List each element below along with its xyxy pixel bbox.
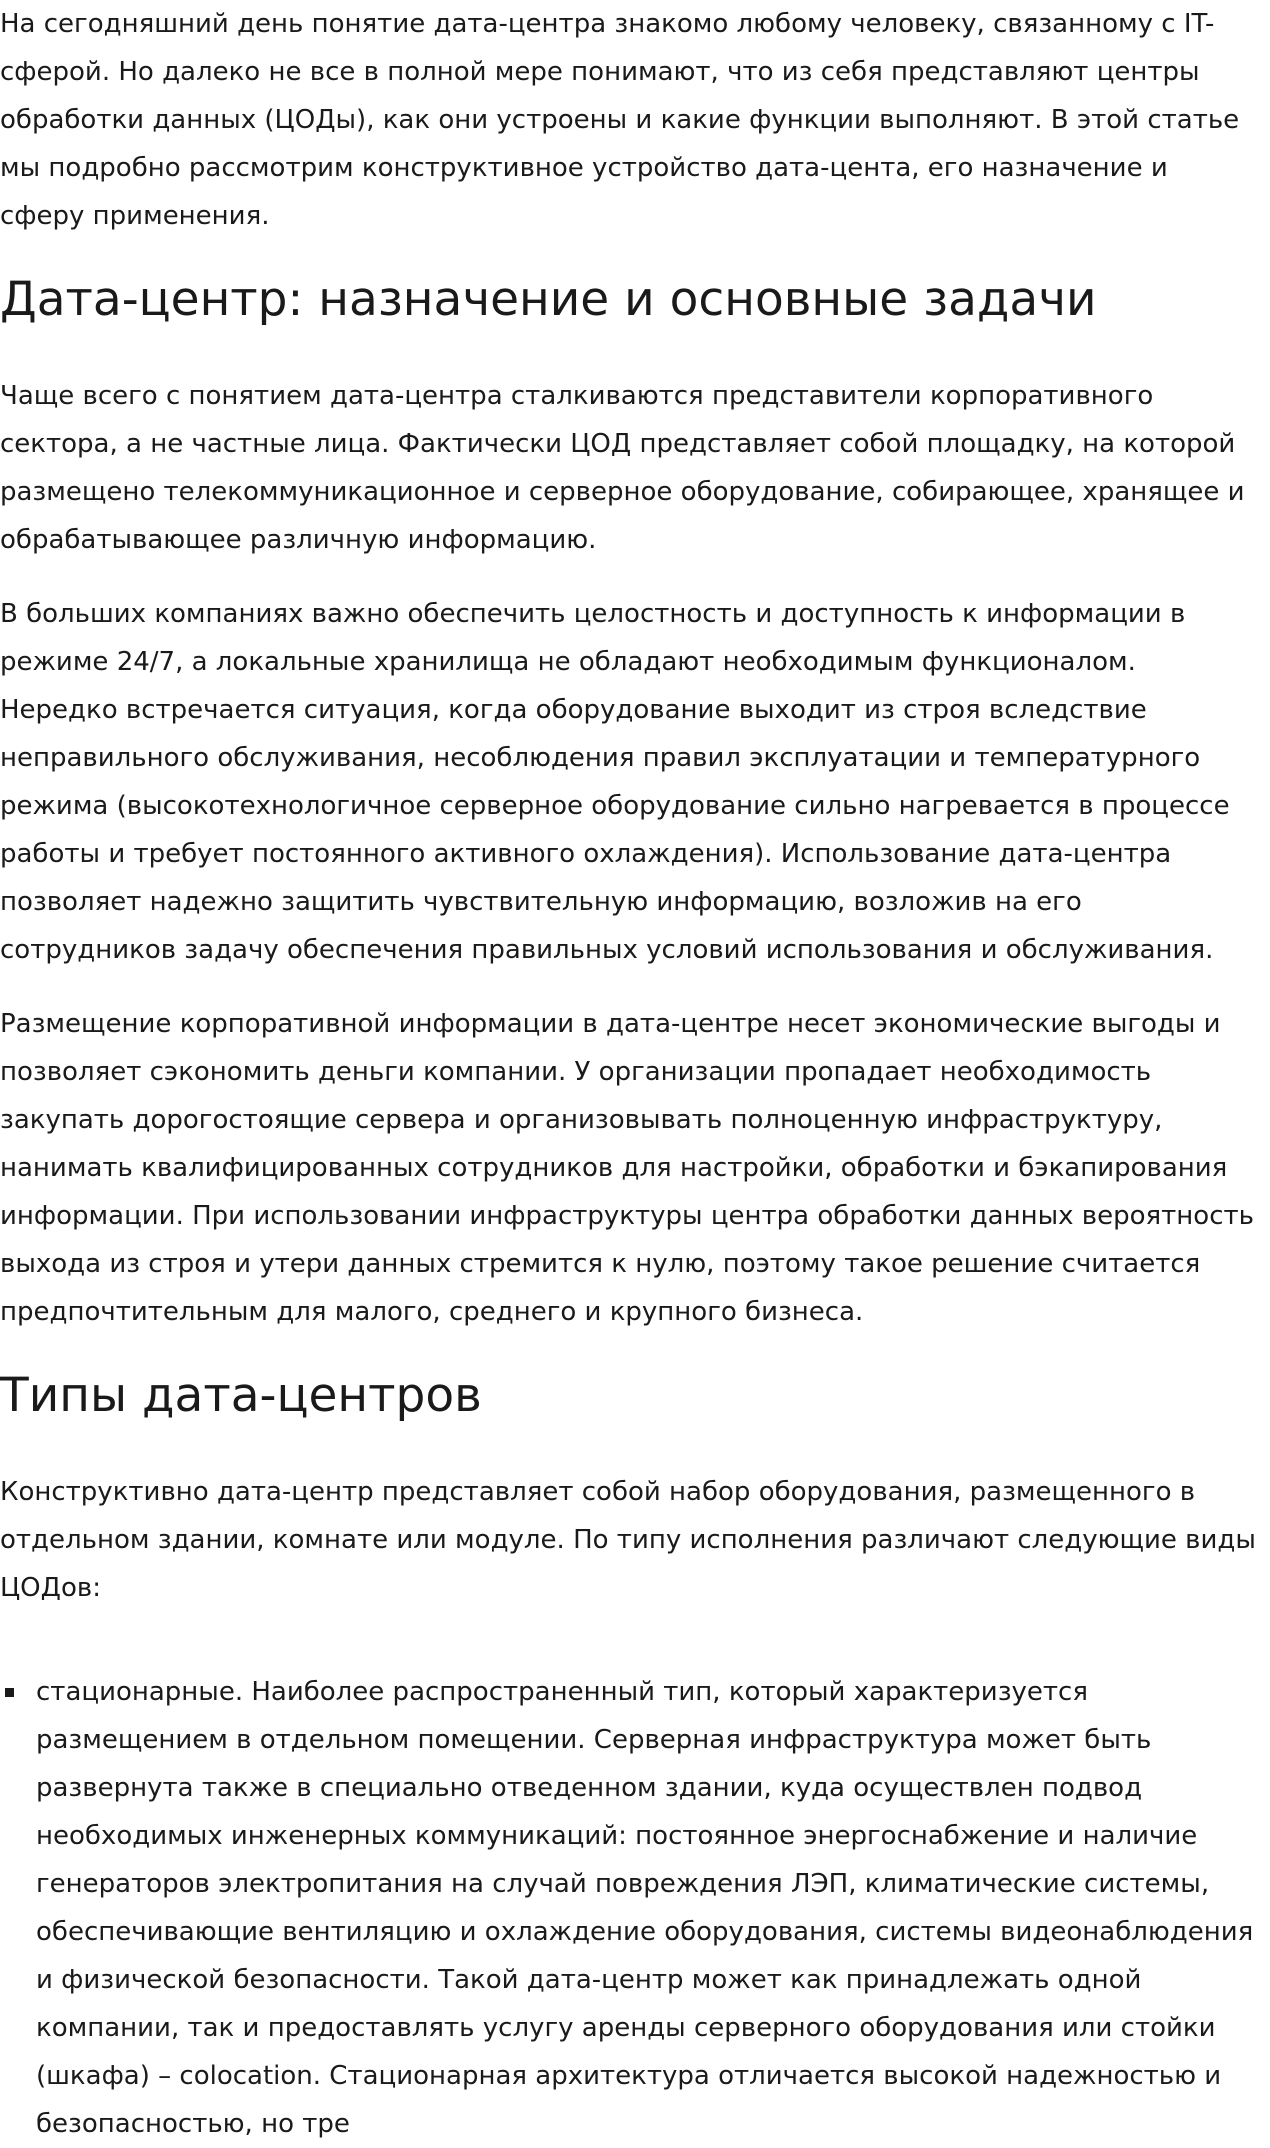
- list-item-text: стационарные. Наиболее распространенный тип, который характеризуется размещением в отдельном помещении. Серверная инфраструктура может быть развернута также в специально отведенном здании, куда осуществлен подвод необходимых инженерных коммуникаций: постоянное энергоснабжение и наличие генераторов электропитания на случай повреждения ЛЭП, климатические системы, обеспечивающие вентиляцию и охлаждение оборудования, системы видеонаблюдения и физической безопасности. Такой дата-центр может как принадлежать одной компании, так и предоставлять услугу аренды серверного оборудования или стойки (шкафа) – colocation. Стационарная архитектура отличается высокой надежностью и безопасностью, но тре: [36, 1677, 1254, 2139]
- intro-paragraph: На сегодняшний день понятие дата-центра знакомо любому человеку, связанному с IT-сферой. Но далеко не все в полной мере понимают, что из себя представляют центры обработки данных (ЦОДы), как они устроены и какие функции выполняют. В этой статье мы подробно рассмотрим конструктивное устройство дата-цента, его назначение и сферу применения.: [0, 9, 1240, 231]
- section1-paragraph-1: Чаще всего с понятием дата-центра сталкиваются представители корпоративного сектора, а не частные лица. Фактически ЦОД представляет собой площадку, на которой размещено телекоммуникационное и серверное оборудование, собирающее, хранящее и обрабатывающее различную информацию.: [0, 381, 1245, 555]
- section-heading-purpose: Дата-центр: назначение и основные задачи: [0, 272, 1097, 327]
- section2-paragraph: Конструктивно дата-центр представляет собой набор оборудования, размещенного в отдельном здании, комнате или модуле. По типу исполнения различают следующие виды ЦОДов:: [0, 1477, 1256, 1603]
- square-bullet-icon: [5, 1688, 14, 1697]
- list-item: [0, 1668, 1270, 2148]
- section-heading-types: Типы дата-центров: [0, 1368, 482, 1423]
- section1-paragraph-3: Размещение корпоративной информации в дата-центре несет экономические выгоды и позволяет сэкономить деньги компании. У организации пропадает необходимость закупать дорогостоящие сервера и организовывать полноценную инфраструктуру, нанимать квалифицированных сотрудников для настройки, обработки и бэкапирования информации. При использовании инфраструктуры центра обработки данных вероятность выхода из строя и утери данных стремится к нулю, поэтому такое решение считается предпочтительным для малого, среднего и крупного бизнеса.: [0, 1009, 1254, 1327]
- section1-paragraph-2: В больших компаниях важно обеспечить целостность и доступность к информации в режиме 24/7, а локальные хранилища не обладают необходимым функционалом. Нередко встречается ситуация, когда оборудование выходит из строя вследствие неправильного обслуживания, несоблюдения правил эксплуатации и температурного режима (высокотехнологичное серверное оборудование сильно нагревается в процессе работы и требует постоянного активного охлаждения). Использование дата-центра позволяет надежно защитить чувствительную информацию, возложив на его сотрудников задачу обеспечения правильных условий использования и обслуживания.: [0, 599, 1230, 965]
- types-list: [0, 1668, 1270, 2148]
